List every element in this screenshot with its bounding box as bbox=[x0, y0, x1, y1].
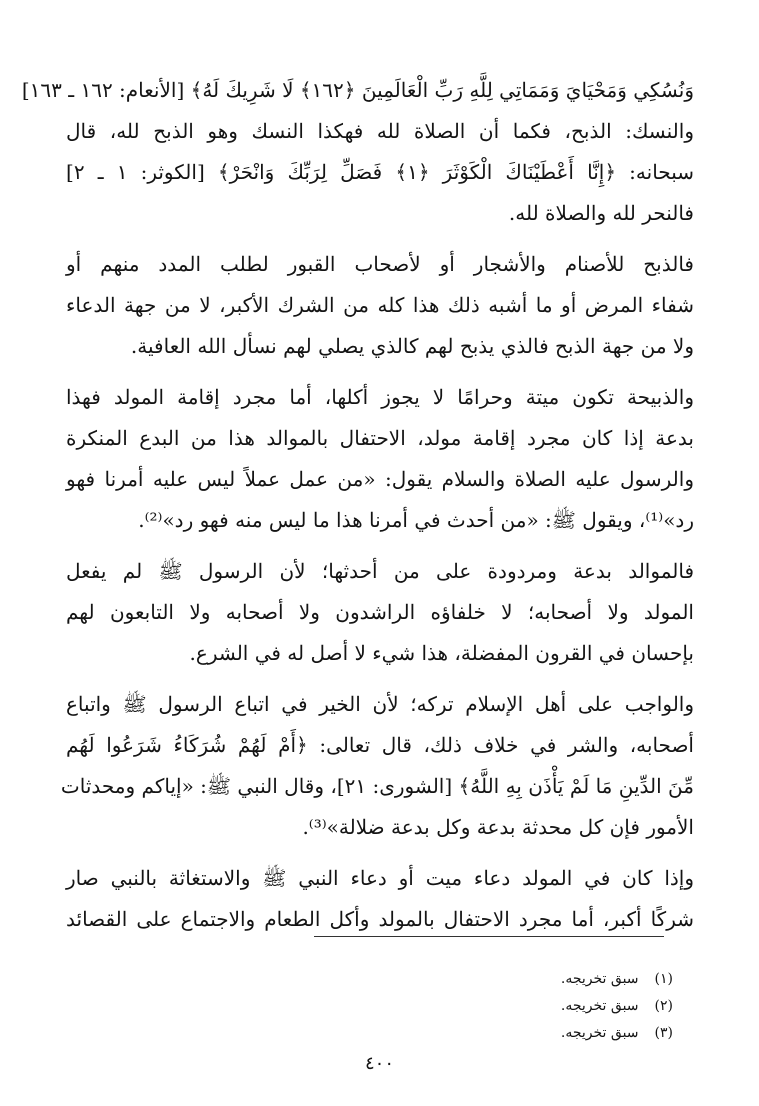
paragraph-2 bbox=[66, 244, 694, 367]
text-line: والرسول عليه الصلاة والسلام يقول: «من عمل عملاً ليس عليه أمرنا فهو bbox=[66, 467, 694, 491]
text-line: والواجب على أهل الإسلام تركه؛ لأن الخير في اتباع الرسول ﷺ واتباع bbox=[66, 692, 694, 716]
paragraph-4 bbox=[66, 551, 694, 674]
body-text bbox=[21, 70, 694, 950]
text-line: المولد ولا أصحابه؛ لا خلفاؤه الراشدون ولا أصحابه ولا التابعون لهم bbox=[66, 600, 694, 624]
text-line: مِّنَ الدِّينِ مَا لَمْ يَأْذَن بِهِ اللَّهُ﴾ [الشورى: ٢١]، وقال النبي ﷺ: «إياكم ومحدثات bbox=[60, 774, 694, 798]
footnote-text: سبق تخريجه. bbox=[560, 971, 639, 987]
footnote-number: (٣) bbox=[654, 1025, 673, 1041]
paragraph-1 bbox=[21, 70, 694, 234]
text-line: فالذبح للأصنام والأشجار أو لأصحاب القبور لطلب المدد منهم أو bbox=[66, 252, 694, 276]
footnote-text: سبق تخريجه. bbox=[560, 1025, 639, 1041]
paragraph-5 bbox=[60, 684, 694, 848]
text-line: والذبيحة تكون ميتة وحرامًا لا يجوز أكلها، أما مجرد إقامة المولد فهذا bbox=[66, 385, 694, 409]
text-line: رد»⁽¹⁾، ويقول ﷺ: «من أحدث في أمرنا هذا ما ليس منه فهو رد»⁽²⁾. bbox=[138, 508, 694, 532]
footnotes bbox=[273, 966, 673, 1047]
paragraph-3 bbox=[66, 377, 694, 541]
paragraph-6 bbox=[66, 858, 694, 940]
text-line: وَنُسُكِي وَمَحْيَايَ وَمَمَاتِي لِلَّهِ رَبِّ الْعَالَمِينَ ﴿١٦٢﴾ لَا شَرِيكَ لَهُ﴾ [الأنعام: ١٦٢ ـ ١٦٣] bbox=[21, 78, 694, 102]
text-line: ولا من جهة الذبح فالذي يذبح لهم كالذي يصلي لهم نسأل الله العافية. bbox=[130, 334, 694, 358]
text-line: فالنحر لله والصلاة لله. bbox=[508, 201, 694, 225]
text-line: شفاء المرض أو ما أشبه ذلك هذا كله من الشرك الأكبر، لا من جهة الدعاء bbox=[66, 293, 694, 317]
text-line: أصحابه، والشر في خلاف ذلك، قال تعالى: ﴿أَمْ لَهُمْ شُرَكَاءُ شَرَعُوا لَهُم bbox=[66, 733, 694, 757]
footnote-1 bbox=[273, 966, 673, 993]
text-line: والنسك: الذبح، فكما أن الصلاة لله فهكذا النسك وهو الذبح لله، قال bbox=[66, 119, 694, 143]
text-line: الأمور فإن كل محدثة بدعة وكل بدعة ضلالة»⁽³⁾. bbox=[302, 815, 694, 839]
footnote-divider bbox=[314, 936, 664, 937]
text-line: بدعة إذا كان مجرد إقامة مولد، الاحتفال بالموالد هذا من البدع المنكرة bbox=[66, 426, 694, 450]
footnote-number: (١) bbox=[654, 971, 673, 987]
text-line: بإحسان في القرون المفضلة، هذا شيء لا أصل له في الشرع. bbox=[189, 641, 694, 665]
footnote-number: (٢) bbox=[654, 998, 673, 1014]
text-line: شركًا أكبر، أما مجرد الاحتفال بالمولد وأكل الطعام والاجتماع على القصائد bbox=[66, 907, 694, 931]
text-line: وإذا كان في المولد دعاء ميت أو دعاء النبي ﷺ والاستغاثة بالنبي صار bbox=[66, 866, 694, 890]
text-line: سبحانه: ﴿إِنَّا أَعْطَيْنَاكَ الْكَوْثَرَ ﴿١﴾ فَصَلِّ لِرَبِّكَ وَانْحَرْ﴾ [الكوثر: ١ ـ ٢] bbox=[66, 160, 694, 184]
footnote-text: سبق تخريجه. bbox=[560, 998, 639, 1014]
page-number: ٤٠٠ bbox=[364, 1053, 394, 1074]
footnote-2 bbox=[273, 993, 673, 1020]
footnote-3 bbox=[273, 1020, 673, 1047]
text-line: فالموالد بدعة ومردودة على من أحدثها؛ لأن الرسول ﷺ لم يفعل bbox=[66, 559, 694, 583]
